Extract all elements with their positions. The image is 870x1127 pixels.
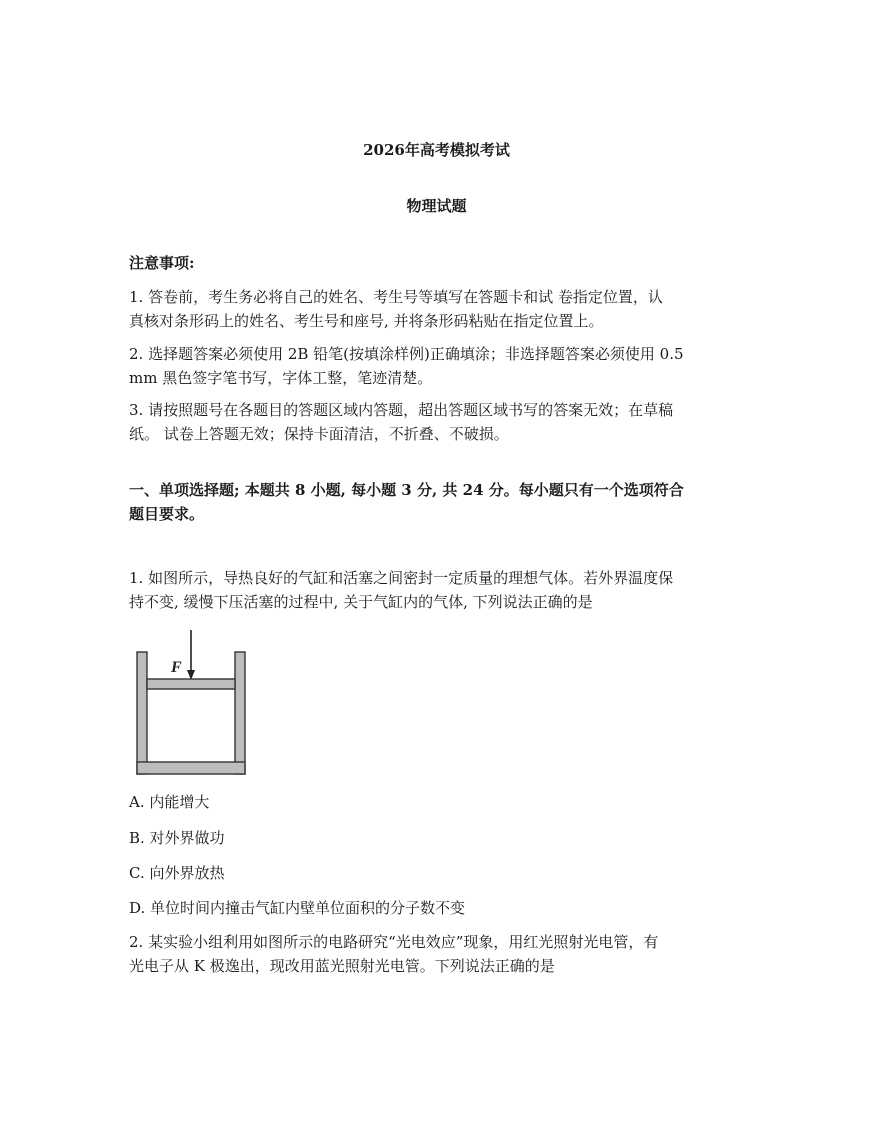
exam-title: 2026年高考模拟考试 bbox=[363, 141, 510, 159]
piston bbox=[147, 679, 235, 689]
section-heading bbox=[129, 478, 744, 526]
notice-item-3-line-1: 3. 请按照题号在各题目的答题区域内答题，超出答题区域书写的答案无效；在草稿 bbox=[129, 401, 674, 419]
notice-item-2-line-2: mm 黑色签字笔书写，字体工整，笔迹清楚。 bbox=[129, 369, 433, 387]
notice-heading: 注意事项: bbox=[129, 254, 195, 272]
question-2-stem bbox=[129, 930, 744, 978]
cylinder-piston-figure bbox=[129, 628, 251, 778]
section-heading-line-2: 题目要求。 bbox=[129, 505, 205, 523]
notice-item-2-line-1: 2. 选择题答案必须使用 2B 铅笔(按填涂样例)正确填涂；非选择题答案必须使用 0.5 bbox=[129, 345, 684, 363]
question-1-line-2: 持不变, 缓慢下压活塞的过程中, 关于气缸内的气体, 下列说法正确的是 bbox=[129, 593, 593, 611]
notice-item-3-line-2: 纸。 试卷上答题无效；保持卡面清洁，不折叠、不破损。 bbox=[129, 425, 509, 443]
notice-item-2 bbox=[129, 342, 744, 390]
notice-item-1-line-1: 1. 答卷前，考生务必将自己的姓名、考生号等填写在答题卡和试 卷指定位置，认 bbox=[129, 288, 663, 306]
notice-item-3 bbox=[129, 398, 744, 446]
notice-item-1-line-2: 真核对条形码上的姓名、考生号和座号, 并将条形码粘贴在指定位置上。 bbox=[129, 312, 604, 330]
cylinder-right-wall bbox=[235, 652, 245, 774]
question-1-option-a: A. 内能增大 bbox=[129, 793, 210, 811]
cylinder-bottom bbox=[137, 762, 245, 774]
question-1-option-c: C. 向外界放热 bbox=[129, 864, 225, 882]
question-1-stem bbox=[129, 566, 744, 614]
notice-item-1 bbox=[129, 285, 744, 333]
section-heading-line-1: 一、单项选择题; 本题共 8 小题, 每小题 3 分, 共 24 分。每小题只有一个选项符合 bbox=[129, 481, 684, 499]
subject-title: 物理试题 bbox=[406, 197, 467, 215]
question-1-line-1: 1. 如图所示，导热良好的气缸和活塞之间密封一定质量的理想气体。若外界温度保 bbox=[129, 569, 674, 587]
force-label: F bbox=[171, 659, 182, 676]
question-1-option-d: D. 单位时间内撞击气缸内壁单位面积的分子数不变 bbox=[129, 899, 466, 917]
cylinder-left-wall bbox=[137, 652, 147, 774]
question-2-line-2: 光电子从 K 极逸出，现改用蓝光照射光电管。下列说法正确的是 bbox=[129, 957, 555, 975]
question-2-line-1: 2. 某实验小组利用如图所示的电路研究“光电效应”现象，用红光照射光电管，有 bbox=[129, 933, 659, 951]
question-1-option-b: B. 对外界做功 bbox=[129, 829, 225, 847]
